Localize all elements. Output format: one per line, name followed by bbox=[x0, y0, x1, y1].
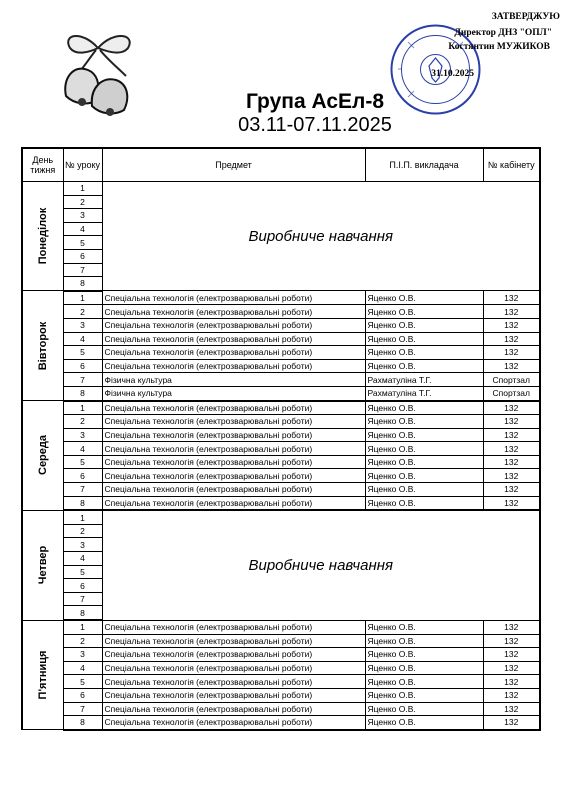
table-row bbox=[22, 634, 540, 648]
table-row bbox=[22, 648, 540, 662]
lesson-number: 6 bbox=[63, 469, 102, 483]
subject-cell: Спеціальна технологія (електрозварювальні роботи) bbox=[102, 496, 365, 510]
subject-cell: Спеціальна технологія (електрозварювальні роботи) bbox=[102, 332, 365, 346]
teacher-cell: Яценко О.В. bbox=[365, 702, 483, 716]
lesson-number: 7 bbox=[63, 263, 102, 277]
lesson-number: 4 bbox=[63, 661, 102, 675]
teacher-cell: Рахматуліна Т.Г. bbox=[365, 386, 483, 400]
lesson-number: 5 bbox=[63, 236, 102, 250]
table-row bbox=[22, 455, 540, 469]
teacher-cell: Яценко О.В. bbox=[365, 620, 483, 634]
room-cell: 132 bbox=[483, 675, 540, 689]
lesson-number: 6 bbox=[63, 359, 102, 373]
subject-cell: Спеціальна технологія (електрозварювальні роботи) bbox=[102, 620, 365, 634]
teacher-cell: Яценко О.В. bbox=[365, 305, 483, 319]
subject-cell: Спеціальна технологія (електрозварювальні роботи) bbox=[102, 688, 365, 702]
teacher-cell: Яценко О.В. bbox=[365, 716, 483, 730]
lesson-number: 1 bbox=[63, 182, 102, 196]
day-cell bbox=[22, 510, 63, 620]
lesson-number: 1 bbox=[63, 291, 102, 305]
teacher-cell: Яценко О.В. bbox=[365, 688, 483, 702]
date-range: 03.11-07.11.2025 bbox=[238, 114, 392, 136]
teacher-cell: Яценко О.В. bbox=[365, 291, 483, 305]
teacher-cell: Яценко О.В. bbox=[365, 346, 483, 360]
lesson-number: 3 bbox=[63, 209, 102, 223]
teacher-cell: Яценко О.В. bbox=[365, 648, 483, 662]
practice-cell: Виробниче навчання bbox=[102, 510, 540, 620]
lesson-number: 8 bbox=[63, 716, 102, 730]
table-row bbox=[22, 359, 540, 373]
subject-cell: Спеціальна технологія (електрозварювальні роботи) bbox=[102, 318, 365, 332]
day-label: П'ятниця bbox=[36, 650, 49, 700]
bells-icon bbox=[52, 26, 144, 116]
day-label: Середа bbox=[36, 435, 49, 476]
lesson-number: 4 bbox=[63, 222, 102, 236]
table-row bbox=[22, 305, 540, 319]
room-cell: Спортзал bbox=[483, 386, 540, 400]
day-cell bbox=[22, 291, 63, 401]
lesson-number: 2 bbox=[63, 634, 102, 648]
room-cell: 132 bbox=[483, 620, 540, 634]
room-cell: 132 bbox=[483, 415, 540, 429]
room-cell: 132 bbox=[483, 401, 540, 415]
day-cell bbox=[22, 182, 63, 291]
col-header-day: День тижня bbox=[22, 148, 63, 182]
room-cell: 132 bbox=[483, 346, 540, 360]
subject-cell: Спеціальна технологія (електрозварювальні роботи) bbox=[102, 415, 365, 429]
room-cell: 132 bbox=[483, 702, 540, 716]
table-row bbox=[22, 675, 540, 689]
table-row bbox=[22, 510, 540, 524]
lesson-number: 2 bbox=[63, 305, 102, 319]
table-row bbox=[22, 496, 540, 510]
table-row bbox=[22, 415, 540, 429]
schedule-table bbox=[21, 147, 541, 731]
lesson-number: 1 bbox=[63, 401, 102, 415]
subject-cell: Спеціальна технологія (електрозварювальні роботи) bbox=[102, 469, 365, 483]
room-cell: 132 bbox=[483, 359, 540, 373]
table-row bbox=[22, 428, 540, 442]
subject-cell: Спеціальна технологія (електрозварювальні роботи) bbox=[102, 675, 365, 689]
lesson-number: 2 bbox=[63, 415, 102, 429]
teacher-cell: Яценко О.В. bbox=[365, 634, 483, 648]
room-cell: 132 bbox=[483, 688, 540, 702]
room-cell: 132 bbox=[483, 305, 540, 319]
table-row bbox=[22, 688, 540, 702]
teacher-cell: Яценко О.В. bbox=[365, 675, 483, 689]
subject-cell: Спеціальна технологія (електрозварювальні роботи) bbox=[102, 291, 365, 305]
room-cell: 132 bbox=[483, 455, 540, 469]
lesson-number: 6 bbox=[63, 249, 102, 263]
lesson-number: 7 bbox=[63, 373, 102, 387]
subject-cell: Спеціальна технологія (електрозварювальні роботи) bbox=[102, 428, 365, 442]
subject-cell: Спеціальна технологія (електрозварювальні роботи) bbox=[102, 716, 365, 730]
lesson-number: 7 bbox=[63, 483, 102, 497]
table-row bbox=[22, 401, 540, 415]
room-cell: 132 bbox=[483, 318, 540, 332]
lesson-number: 6 bbox=[63, 579, 102, 593]
subject-cell: Фізична культура bbox=[102, 386, 365, 400]
room-cell: 132 bbox=[483, 634, 540, 648]
subject-cell: Спеціальна технологія (електрозварювальні роботи) bbox=[102, 346, 365, 360]
subject-cell: Спеціальна технологія (електрозварювальні роботи) bbox=[102, 305, 365, 319]
lesson-number: 4 bbox=[63, 332, 102, 346]
table-row bbox=[22, 483, 540, 497]
lesson-number: 3 bbox=[63, 538, 102, 552]
approval-name: Костянтин МУЖИКОВ bbox=[448, 42, 550, 52]
table-row bbox=[22, 373, 540, 387]
table-row bbox=[22, 469, 540, 483]
approval-block bbox=[380, 12, 560, 92]
subject-cell: Спеціальна технологія (електрозварювальні роботи) bbox=[102, 401, 365, 415]
lesson-number: 3 bbox=[63, 428, 102, 442]
teacher-cell: Яценко О.В. bbox=[365, 401, 483, 415]
lesson-number: 8 bbox=[63, 496, 102, 510]
subject-cell: Спеціальна технологія (електрозварювальні роботи) bbox=[102, 359, 365, 373]
approval-heading: ЗАТВЕРДЖУЮ bbox=[491, 12, 560, 22]
table-row bbox=[22, 386, 540, 400]
subject-cell: Фізична культура bbox=[102, 373, 365, 387]
room-cell: 132 bbox=[483, 648, 540, 662]
subject-cell: Спеціальна технологія (електрозварювальні роботи) bbox=[102, 702, 365, 716]
subject-cell: Спеціальна технологія (електрозварювальні роботи) bbox=[102, 661, 365, 675]
table-row bbox=[22, 620, 540, 634]
col-header-room: № кабінету bbox=[483, 148, 540, 182]
room-cell: 132 bbox=[483, 469, 540, 483]
day-label: Вівторок bbox=[36, 321, 49, 370]
room-cell: 132 bbox=[483, 332, 540, 346]
table-row bbox=[22, 716, 540, 730]
subject-cell: Спеціальна технологія (електрозварювальні роботи) bbox=[102, 648, 365, 662]
lesson-number: 5 bbox=[63, 565, 102, 579]
table-row bbox=[22, 702, 540, 716]
lesson-number: 8 bbox=[63, 386, 102, 400]
teacher-cell: Яценко О.В. bbox=[365, 496, 483, 510]
room-cell: Спортзал bbox=[483, 373, 540, 387]
lesson-number: 7 bbox=[63, 592, 102, 606]
room-cell: 132 bbox=[483, 483, 540, 497]
day-label: Четвер bbox=[36, 545, 49, 585]
teacher-cell: Яценко О.В. bbox=[365, 415, 483, 429]
day-cell bbox=[22, 401, 63, 511]
table-row bbox=[22, 346, 540, 360]
room-cell: 132 bbox=[483, 496, 540, 510]
teacher-cell: Яценко О.В. bbox=[365, 359, 483, 373]
teacher-cell: Яценко О.В. bbox=[365, 483, 483, 497]
table-row bbox=[22, 332, 540, 346]
table-row bbox=[22, 661, 540, 675]
subject-cell: Спеціальна технологія (електрозварювальні роботи) bbox=[102, 455, 365, 469]
teacher-cell: Рахматуліна Т.Г. bbox=[365, 373, 483, 387]
lesson-number: 3 bbox=[63, 318, 102, 332]
room-cell: 132 bbox=[483, 442, 540, 456]
teacher-cell: Яценко О.В. bbox=[365, 469, 483, 483]
lesson-number: 4 bbox=[63, 442, 102, 456]
lesson-number: 1 bbox=[63, 620, 102, 634]
practice-cell: Виробниче навчання bbox=[102, 182, 540, 291]
subject-cell: Спеціальна технологія (електрозварювальні роботи) bbox=[102, 442, 365, 456]
approval-date: 31.10.2025 bbox=[431, 69, 474, 79]
day-cell bbox=[22, 620, 63, 730]
col-header-lesson: № уроку bbox=[63, 148, 102, 182]
lesson-number: 5 bbox=[63, 675, 102, 689]
table-row bbox=[22, 318, 540, 332]
subject-cell: Спеціальна технологія (електрозварювальні роботи) bbox=[102, 483, 365, 497]
lesson-number: 8 bbox=[63, 277, 102, 291]
subject-cell: Спеціальна технологія (електрозварювальні роботи) bbox=[102, 634, 365, 648]
col-header-subject: Предмет bbox=[102, 148, 365, 182]
room-cell: 132 bbox=[483, 291, 540, 305]
page-title: Група АсЕл-8 bbox=[245, 90, 385, 113]
lesson-number: 2 bbox=[63, 524, 102, 538]
lesson-number: 2 bbox=[63, 195, 102, 209]
lesson-number: 8 bbox=[63, 606, 102, 620]
lesson-number: 5 bbox=[63, 346, 102, 360]
teacher-cell: Яценко О.В. bbox=[365, 455, 483, 469]
table-header-row bbox=[22, 148, 540, 182]
room-cell: 132 bbox=[483, 716, 540, 730]
room-cell: 132 bbox=[483, 428, 540, 442]
lesson-number: 7 bbox=[63, 702, 102, 716]
day-label: Понеділок bbox=[36, 207, 49, 265]
teacher-cell: Яценко О.В. bbox=[365, 332, 483, 346]
lesson-number: 5 bbox=[63, 455, 102, 469]
teacher-cell: Яценко О.В. bbox=[365, 428, 483, 442]
teacher-cell: Яценко О.В. bbox=[365, 661, 483, 675]
room-cell: 132 bbox=[483, 661, 540, 675]
table-row bbox=[22, 442, 540, 456]
teacher-cell: Яценко О.В. bbox=[365, 442, 483, 456]
lesson-number: 6 bbox=[63, 688, 102, 702]
approval-position: Директор ДНЗ "ОПЛ" bbox=[454, 28, 552, 38]
col-header-teacher: П.І.П. викладача bbox=[365, 148, 483, 182]
lesson-number: 1 bbox=[63, 510, 102, 524]
lesson-number: 4 bbox=[63, 552, 102, 566]
table-row bbox=[22, 291, 540, 305]
teacher-cell: Яценко О.В. bbox=[365, 318, 483, 332]
table-row bbox=[22, 182, 540, 196]
lesson-number: 3 bbox=[63, 648, 102, 662]
